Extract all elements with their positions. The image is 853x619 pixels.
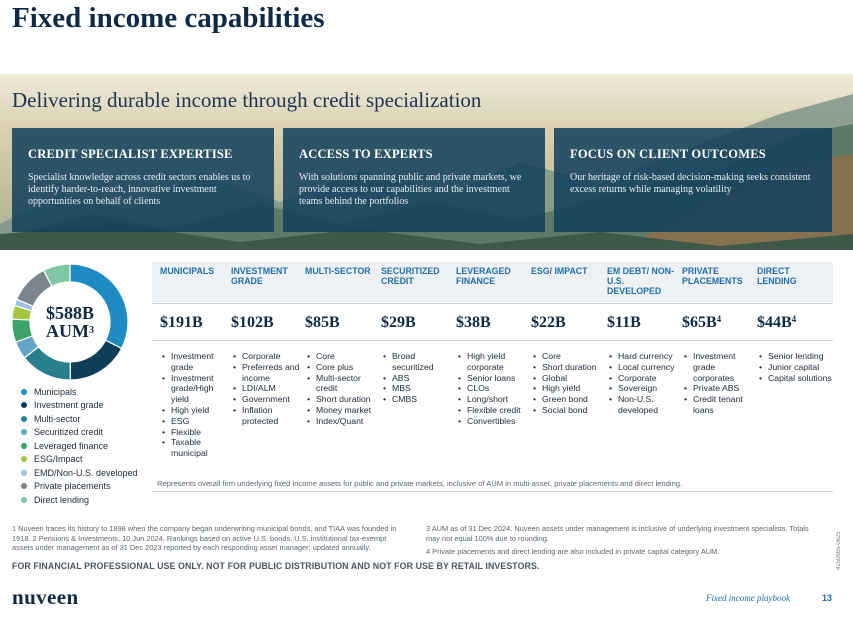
sector-aum-amount: $65B xyxy=(682,314,717,331)
sector-strategy-list xyxy=(307,351,379,427)
list-item: • Senior loans xyxy=(458,373,532,384)
legend-swatch xyxy=(21,429,27,435)
sector-aum-amount: $22B xyxy=(531,314,566,331)
legend-swatch xyxy=(21,497,27,503)
legend-item xyxy=(21,399,138,413)
list-item: • Local currency xyxy=(609,362,683,373)
sector-heading: SECURITIZED CREDIT xyxy=(381,266,440,286)
list-item: • Preferreds and income xyxy=(233,362,305,384)
legend-label: Multi-sector xyxy=(34,413,81,424)
list-item: • Short duration xyxy=(533,362,605,373)
list-item: • Investment grade/High yield xyxy=(162,373,232,405)
legend-swatch xyxy=(21,470,27,476)
sector-strategy-list xyxy=(383,351,455,405)
legend-item xyxy=(21,439,138,453)
hero-banner xyxy=(0,74,853,250)
list-item: • Hard currency xyxy=(609,351,683,362)
sector-aum-value xyxy=(160,314,203,332)
list-item: • Broad securitized xyxy=(383,351,455,373)
aum-label: AUM xyxy=(46,321,89,341)
sector-aum-value xyxy=(682,314,721,332)
divider xyxy=(152,340,833,341)
sector-aum-value xyxy=(757,314,796,332)
list-item: • Green bond xyxy=(533,394,605,405)
list-item: • ESG xyxy=(162,416,232,427)
list-item: • Non-U.S. developed xyxy=(609,394,683,416)
legend-item xyxy=(21,453,138,467)
sector-aum-value xyxy=(231,314,274,332)
pillar-title: ACCESS TO EXPERTS xyxy=(299,147,433,161)
legend-item xyxy=(21,412,138,426)
sector-aum-value xyxy=(607,314,641,332)
document-code: 4150665-0625 xyxy=(836,531,842,570)
list-item: • Junior capital xyxy=(759,362,833,373)
list-item: • Capital solutions xyxy=(759,373,833,384)
legend-swatch xyxy=(21,402,27,408)
page-number: 13 xyxy=(822,593,833,603)
sector-aum-value xyxy=(531,314,566,332)
footnote-left: 1 Nuveen traces its history to 1898 when the company began underwriting municipal bonds, and TIAA was founded in 1918. 2 Pensions & Investments, 10 Jun 2024. Rankings based on active U.S. bonds, U.S. institutional tax-exempt assets under management as of 31 Dec 2023 reported by each responding asset manager; updated annually. xyxy=(12,524,397,553)
footnote-right-3: 3 AUM as of 31 Dec 2024. Nuveen assets under management is inclusive of underlying investment specialists. Totals may not equal 100% due to rounding. xyxy=(426,524,809,543)
sector-strategy-list xyxy=(162,351,232,459)
list-item: • MBS xyxy=(383,383,455,394)
list-item: • Government xyxy=(233,394,305,405)
sector-aum-amount: $29B xyxy=(381,314,416,331)
list-item: • Investment grade corporates xyxy=(684,351,758,383)
hero-title: Delivering durable income through credit specialization xyxy=(12,88,482,112)
aum-label-line xyxy=(28,322,112,340)
list-item: • Taxable municipal xyxy=(162,437,232,459)
legend-swatch xyxy=(21,416,27,422)
sector-strategy-list xyxy=(759,351,833,383)
list-item: • LDI/ALM xyxy=(233,383,305,394)
donut-legend xyxy=(21,385,138,507)
list-item: • Multi-sector credit xyxy=(307,373,379,395)
sector-heading: INVESTMENT GRADE xyxy=(231,266,288,286)
legend-item xyxy=(21,426,138,440)
legend-label: Private placements xyxy=(34,481,111,492)
pillar-access-experts xyxy=(283,128,545,232)
sector-aum-amount: $38B xyxy=(456,314,491,331)
legend-label: Investment grade xyxy=(34,400,104,411)
list-item: • High yield xyxy=(533,383,605,394)
legend-swatch xyxy=(21,389,27,395)
list-item: • Core xyxy=(307,351,379,362)
donut-slice xyxy=(70,340,121,380)
sector-heading: MUNICIPALS xyxy=(160,266,215,276)
aum-footnote-marker: 3 xyxy=(89,325,94,336)
legend-item xyxy=(21,493,138,507)
sector-strategy-list xyxy=(684,351,758,416)
sector-aum-amount: $102B xyxy=(231,314,274,331)
pillar-title: FOCUS ON CLIENT OUTCOMES xyxy=(570,147,766,161)
sector-strategy-list xyxy=(609,351,683,416)
pillar-text: With solutions spanning public and private markets, we provide access to our capabilities and the investment teams behind the portfolios xyxy=(299,172,522,207)
list-item: • Flexible xyxy=(162,427,232,438)
list-item: • Short duration xyxy=(307,394,379,405)
sector-aum-value xyxy=(305,314,340,332)
sector-aum-amount: $44B xyxy=(757,314,792,331)
list-item: • High yield corporate xyxy=(458,351,532,373)
list-item: • Index/Quant xyxy=(307,416,379,427)
list-item: • ABS xyxy=(383,373,455,384)
pillar-text: Specialist knowledge across credit sectors enables us to identify harder-to-reach, innovative investment opportunities on behalf of clients xyxy=(28,172,251,207)
legend-item xyxy=(21,466,138,480)
pillar-text: Our heritage of risk-based decision-making seeks consistent excess returns while managing volatility xyxy=(570,172,811,195)
sector-aum-value xyxy=(381,314,416,332)
aum-total xyxy=(28,304,112,340)
legend-label: Municipals xyxy=(34,386,77,397)
pillar-credit-specialist xyxy=(12,128,274,232)
pillar-client-outcomes xyxy=(554,128,832,232)
sector-strategy-list xyxy=(533,351,605,416)
legend-label: EMD/Non-U.S. developed xyxy=(34,467,138,478)
list-item: • Social bond xyxy=(533,405,605,416)
list-item: • High yield xyxy=(162,405,232,416)
sector-aum-amount: $191B xyxy=(160,314,203,331)
list-item: • Corporate xyxy=(233,351,305,362)
sector-heading: EM DEBT/ NON-U.S. DEVELOPED xyxy=(607,266,674,296)
list-item: • Sovereign xyxy=(609,383,683,394)
sector-heading: DIRECT LENDING xyxy=(757,266,797,286)
footnote-right-4: 4 Private placements and direct lending are also included in private capital category AUM. xyxy=(426,547,720,556)
sector-strategy-list xyxy=(458,351,532,427)
list-item: • Corporate xyxy=(609,373,683,384)
list-item: • Private ABS xyxy=(684,383,758,394)
list-item: • Global xyxy=(533,373,605,384)
sector-footnote-marker: 4 xyxy=(716,314,722,324)
legend-label: Direct lending xyxy=(34,494,90,505)
sector-strategy-list xyxy=(233,351,305,427)
list-item: • CLOs xyxy=(458,383,532,394)
list-item: • Flexible credit xyxy=(458,405,532,416)
sector-heading: PRIVATE PLACEMENTS xyxy=(682,266,743,286)
sector-aum-amount: $85B xyxy=(305,314,340,331)
legend-label: ESG/Impact xyxy=(34,454,83,465)
sector-heading: MULTI-SECTOR xyxy=(305,266,371,276)
legend-label: Leveraged finance xyxy=(34,440,109,451)
sector-footnote-marker: 4 xyxy=(791,314,797,324)
list-item: • Convertibles xyxy=(458,416,532,427)
list-item: • Money market xyxy=(307,405,379,416)
pillar-title: CREDIT SPECIALIST EXPERTISE xyxy=(28,147,233,161)
divider xyxy=(152,303,833,304)
sector-aum-value xyxy=(456,314,491,332)
legend-item xyxy=(21,480,138,494)
nuveen-logo: nuveen xyxy=(12,585,79,609)
sector-aum-amount: $11B xyxy=(607,314,641,331)
list-item: • Credit tenant loans xyxy=(684,394,758,416)
list-item: • Inflation protected xyxy=(233,405,305,427)
list-item: • Investment grade xyxy=(162,351,232,373)
divider xyxy=(152,491,833,492)
list-item: • CMBS xyxy=(383,394,455,405)
list-item: • Long/short xyxy=(458,394,532,405)
legend-label: Securitized credit xyxy=(34,427,104,438)
list-item: • Core plus xyxy=(307,362,379,373)
legend-swatch xyxy=(21,456,27,462)
list-item: • Senior lending xyxy=(759,351,833,362)
aum-value: $588B xyxy=(45,303,94,323)
sector-heading: LEVERAGED FINANCE xyxy=(456,266,511,286)
legend-swatch xyxy=(21,443,27,449)
disclaimer: FOR FINANCIAL PROFESSIONAL USE ONLY. NOT FOR PUBLIC DISTRIBUTION AND NOT FOR USE BY RETAIL INVESTORS. xyxy=(12,561,540,571)
list-item: • Core xyxy=(533,351,605,362)
footer-label: Fixed income playbook xyxy=(706,593,790,603)
legend-swatch xyxy=(21,483,27,489)
page-title: Fixed income capabilities xyxy=(12,2,325,34)
sector-heading: ESG/ IMPACT xyxy=(531,266,588,276)
legend-item xyxy=(21,385,138,399)
aum-note: Represents overall firm underlying fixed income assets for public and private markets, inclusive of AUM in multi-asset, private placements and direct lending. xyxy=(157,479,683,488)
